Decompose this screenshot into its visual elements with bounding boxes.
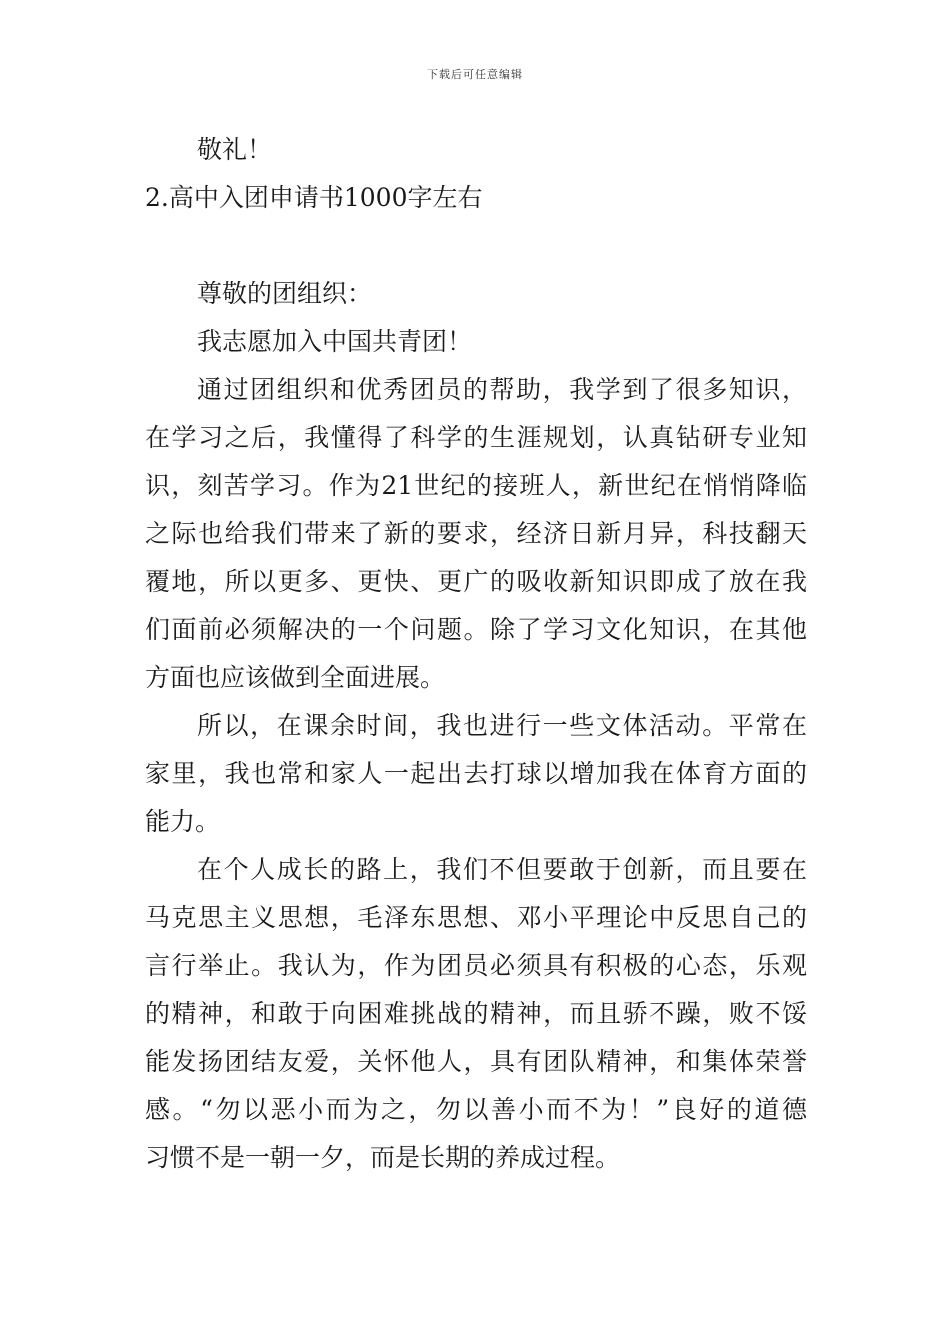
page-header: 下载后可任意编辑 [427,68,523,81]
paragraph-line: 之际也给我们带来了新的要求，经济日新月异，科技翻天 [145,519,807,548]
paragraph-line: 所以，在课余时间，我也进行一些文体活动。平常在 [197,711,807,740]
paragraph-line: 的精神，和敢于向困难挑战的精神，而且骄不躁，败不馁 [145,999,807,1028]
document-body [145,126,807,1182]
intro-statement: 我志愿加入中国共青团！ [197,327,473,356]
paragraph-line: 识，刻苦学习。作为21世纪的接班人，新世纪在悄悄降临 [145,471,807,500]
paragraph-line: 方面也应该做到全面进展。 [145,663,446,692]
paragraph-1 [145,366,807,702]
salutation: 尊敬的团组织： [197,279,373,308]
paragraph-line: 马克思主义思想，毛泽东思想、邓小平理论中反思自己的 [145,903,807,932]
paragraph-line: 感。“勿以恶小而为之，勿以善小而不为！”良好的道德 [145,1095,807,1124]
paragraph-line: 习惯不是一朝一夕，而是长期的养成过程。 [145,1143,621,1172]
paragraph-line: 通过团组织和优秀团员的帮助，我学到了很多知识， [197,375,807,404]
paragraph-line: 们面前必须解决的一个问题。除了学习文化知识，在其他 [145,615,807,644]
paragraph-line: 能发扬团结友爱，关怀他人，具有团队精神，和集体荣誉 [145,1047,807,1076]
paragraph-line: 家里，我也常和家人一起出去打球以增加我在体育方面的 [145,759,807,788]
paragraph-3 [145,846,807,1182]
paragraph-line: 言行举止。我认为，作为团员必须具有积极的心态，乐观 [145,951,807,980]
paragraph-2 [145,702,807,846]
blank-line [145,222,807,270]
paragraph-line: 能力。 [145,807,221,836]
paragraph-line: 在学习之后，我懂得了科学的生涯规划，认真钻研专业知 [145,423,807,452]
section-title: 2.高中入团申请书1000字左右 [145,183,483,212]
paragraph-line: 在个人成长的路上，我们不但要敢于创新，而且要在 [197,855,807,884]
closing-text: 敬礼！ [197,135,273,164]
paragraph-line: 覆地，所以更多、更快、更广的吸收新知识即成了放在我 [145,567,807,596]
